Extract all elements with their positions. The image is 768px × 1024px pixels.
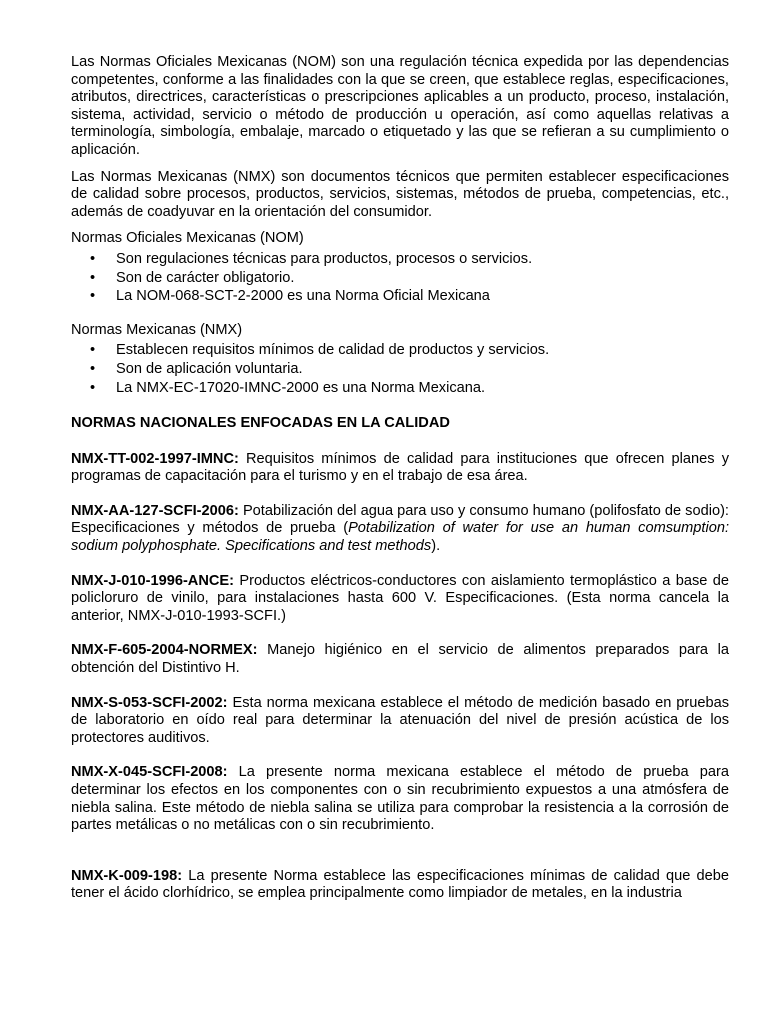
norm-description-end: ). bbox=[431, 538, 441, 555]
norm-entry-aa-127 bbox=[71, 503, 729, 556]
norm-entry-x-045 bbox=[71, 764, 729, 834]
nom-list-title: Normas Oficiales Mexicanas (NOM) bbox=[71, 230, 304, 247]
norm-entry-k-009 bbox=[71, 868, 729, 903]
list-item: • La NOM-068-SCT-2-2000 es una Norma Oficial Mexicana bbox=[71, 287, 729, 306]
norm-description: Requisitos mínimos de calidad para instituciones que ofrecen planes y programas de capacitación para el turismo y en el trabajo de esa área. bbox=[71, 450, 729, 485]
section-heading: NORMAS NACIONALES ENFOCADAS EN LA CALIDAD bbox=[71, 415, 450, 432]
norm-entry-j-010 bbox=[71, 573, 729, 626]
nmx-list-title: Normas Mexicanas (NMX) bbox=[71, 321, 243, 338]
nom-definition-paragraph: Las Normas Oficiales Mexicanas (NOM) son una regulación técnica expedida por las dependencias competentes, conforme a las finalidades con la que se creen, que establece reglas, especificaciones, atributos, directrices, características o prescripciones aplicables a un producto, proceso, instalación, sistema, actividad, servicio o método de producción u operación, así como aquellas relativas a terminología, simbología, embalaje, marcado o etiquetado y las que se refieran a su cumplimiento o aplicación. bbox=[71, 54, 729, 158]
norm-code: NMX-S-053-SCFI-2002: bbox=[71, 694, 228, 711]
norm-english-title: Potabilization of water for use an human comsumption: sodium polyphosphate. Specifications and test methods bbox=[71, 520, 729, 555]
norm-description: La presente Norma establece las especificaciones mínimas de calidad que debe tener el ácido clorhídrico, se emplea principalmente como limpiador de metales, en la industria bbox=[71, 867, 729, 902]
norm-code: NMX-F-605-2004-NORMEX: bbox=[71, 642, 258, 659]
norm-code: NMX-AA-127-SCFI-2006: bbox=[71, 502, 239, 519]
list-item: • Son regulaciones técnicas para productos, procesos o servicios. bbox=[71, 250, 729, 269]
nmx-definition-paragraph: Las Normas Mexicanas (NMX) son documentos técnicos que permiten establecer especificaciones de calidad sobre procesos, productos, servicios, sistemas, métodos de prueba, competencias, etc., además de coadyuvar en la orientación del consumidor. bbox=[71, 168, 729, 220]
list-item: • La NMX-EC-17020-IMNC-2000 es una Norma Mexicana. bbox=[71, 379, 729, 398]
nmx-bullet-list bbox=[71, 341, 729, 397]
norm-entry-s-053 bbox=[71, 695, 729, 748]
norm-entry-tt-002 bbox=[71, 451, 729, 486]
norm-description: Manejo higiénico en el servicio de alimentos preparados para la obtención del Distintivo H. bbox=[71, 642, 729, 677]
norm-code: NMX-X-045-SCFI-2008: bbox=[71, 764, 228, 781]
norm-description: La presente norma mexicana establece el método de prueba para determinar los efectos en los componentes con o sin recubrimiento expuestos a una atmósfera de niebla salina. Este método de niebla salina se utiliza para comprobar la resistencia a la corrosión de partes metálicas o no metálicas con o sin recubrimiento. bbox=[71, 764, 729, 834]
norm-entry-f-605 bbox=[71, 642, 729, 677]
norm-code: NMX-K-009-198: bbox=[71, 867, 183, 884]
norm-description: Potabilización del agua para uso y consumo humano (polifosfato de sodio): Especificaciones y métodos de prueba ( bbox=[71, 502, 729, 537]
norm-description: Esta norma mexicana establece el método de medición basado en pruebas de laboratorio en oído real para determinar la atenuación del nivel de presión acústica de los protectores auditivos. bbox=[71, 694, 729, 746]
norm-code: NMX-J-010-1996-ANCE: bbox=[71, 572, 235, 589]
list-item: • Establecen requisitos mínimos de calidad de productos y servicios. bbox=[71, 341, 729, 360]
norm-code: NMX-TT-002-1997-IMNC: bbox=[71, 450, 239, 467]
nom-bullet-list bbox=[71, 250, 729, 306]
list-item: • Son de aplicación voluntaria. bbox=[71, 360, 729, 379]
norm-description: Productos eléctricos-conductores con aislamiento termoplástico a base de policloruro de vinilo, para instalaciones hasta 600 V. Especificaciones. (Esta norma cancela la anterior, NMX-J-010-1993-SCFI.) bbox=[71, 572, 729, 624]
list-item: • Son de carácter obligatorio. bbox=[71, 269, 729, 288]
